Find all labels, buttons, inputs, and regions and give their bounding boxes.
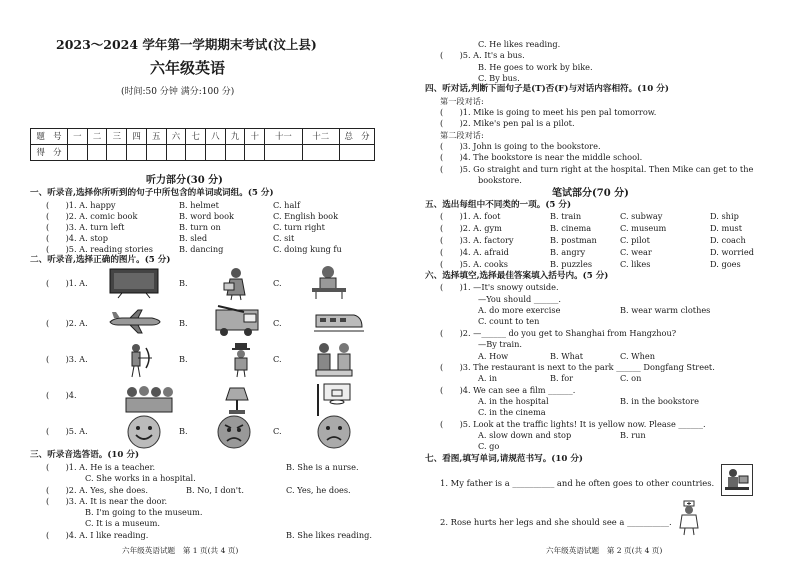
score-input-cell[interactable] [68,145,88,161]
score-cell: 七 [186,129,206,145]
option: B. No, I don't. [186,485,244,495]
judgement-line: ( )5. Go straight and turn right at the hospital. Then Mike can get to the [440,164,754,174]
option: C. half [273,200,300,210]
judgement-line: ( )4. The bookstore is near the middle school. [440,152,643,162]
question-line: —By train. [478,339,523,349]
score-table-header-row [31,129,375,145]
exam-time: (时间:50 分钟 满分:100 分) [121,87,235,97]
option: B. She likes reading. [286,530,373,540]
option-label: C. [273,318,282,328]
exam-title: 2023～2024 学年第一学期期末考试(汶上县) [56,37,317,52]
score-cell: 八 [206,129,226,145]
question-number: ( )1. A. [46,278,88,288]
score-cell: 九 [225,129,245,145]
question-line: ( )1. A. He is a teacher. [46,462,156,472]
question-number: ( )3. A. turn left [46,222,125,232]
section-5-title: 五、选出每组中不同类的一项。(5 分) [425,200,572,210]
option: B. helmet [179,200,219,210]
blackboard-picture[interactable] [108,267,160,299]
option: B. dancing [179,244,224,254]
option: C. She works in a hospital. [85,473,196,483]
question-line: ( )2. —______ do you get to Shanghai from Hangzhou? [440,328,677,338]
archery-picture[interactable] [124,342,154,378]
option: A. do more exercise [478,305,561,315]
fill-in-line: 2. Rose hurts her legs and she should see a __________. [440,517,672,527]
score-cell: 十 [245,129,265,145]
question-number: ( )1. A. happy [46,200,116,210]
question-line: ( )4. We can see a film ______. [440,385,576,395]
score-cell: 一 [68,129,88,145]
score-input-cell[interactable] [186,145,206,161]
option: C. When [620,351,655,361]
section-7-title: 七、看图,填写单词,请规范书写。(10 分) [425,454,583,464]
score-cell: 三 [107,129,127,145]
option: A. How [478,351,509,361]
option: B. wear warm clothes [620,305,711,315]
score-cell: 二 [87,129,107,145]
written-section-title: 笔试部分(70 分) [552,188,629,199]
option: C. count to ten [478,316,540,326]
basketball-hoop-picture[interactable] [314,382,356,416]
score-input-cell[interactable] [206,145,226,161]
option: A. in [478,373,498,383]
doctor-picture [676,500,702,536]
question-line: ( )5. Look at the traffic lights! It is yellow now. Please ______. [440,419,706,429]
group-of-children-picture[interactable] [124,384,174,414]
question-line: ( )2. A. Yes, she does. [46,485,148,495]
option: B. for [550,373,574,383]
option: C. doing kung fu [273,244,342,254]
score-cell: 四 [127,129,147,145]
option: B. puzzles [550,259,593,269]
judgement-line: ( )2. Mike's pen pal is a pilot. [440,118,575,128]
score-input-cell[interactable] [127,145,147,161]
fire-truck-picture[interactable] [214,300,260,338]
option: B. word book [179,211,234,221]
train-picture[interactable] [314,307,364,335]
option: D. worried [710,247,754,257]
score-input-cell[interactable] [87,145,107,161]
question-number: ( )5. A. reading stories [46,244,153,254]
question-number: ( )2. A. comic book [46,211,138,221]
score-cell: 十二 [302,129,339,145]
option: B. run [620,430,646,440]
option: C. turn right [273,222,325,232]
score-cell: 得 分 [31,145,68,161]
option: C. pilot [620,235,650,245]
option: C. likes [620,259,651,269]
option: B. What [550,351,584,361]
businessman-picture [721,464,753,496]
section-6-title: 六、选择填空,选择最佳答案填入括号内。(5 分) [425,271,609,281]
page-2-column [422,0,772,561]
boy-at-desk-picture[interactable] [310,264,348,300]
section-3-title: 三、听录音选答语。(10 分) [30,450,140,460]
question-line: ( )3. A. It is near the door. [46,496,168,506]
score-table [30,128,375,161]
option: B. in the bookstore [620,396,699,406]
page-footer: 六年级英语试题 第 2 页(共 4 页) [546,546,663,555]
section-4-title: 四、听对话,判断下面句子是(T)否(F)与对话内容相符。(10 分) [425,84,669,94]
option: C. subway [620,211,663,221]
girl-reading-picture[interactable] [218,265,254,301]
score-cell: 总 分 [340,129,375,145]
score-input-cell[interactable] [225,145,245,161]
option: C. He likes reading. [478,39,561,49]
sad-face-icon[interactable] [316,414,352,450]
judgement-line-continued: bookstore. [478,175,522,185]
option: B. He goes to work by bike. [478,62,593,72]
score-cell: 五 [146,129,166,145]
option: B. I'm going to the museum. [85,507,203,517]
score-input-cell[interactable] [166,145,186,161]
question-line: —You should ______. [478,294,561,304]
dialogue-group-label: 第二段对话: [440,130,484,140]
question-number: ( )2. A. gym [440,223,502,233]
option-label: B. [179,278,188,288]
option: A. slow down and stop [478,430,572,440]
option: B. sled [179,233,208,243]
question-line: ( )5. A. It's a bus. [440,50,525,60]
question-number: ( )3. A. factory [440,235,514,245]
question-number: ( )4. A. stop [46,233,108,243]
option: C. on [620,373,642,383]
option-label: C. [273,354,282,364]
lamp-picture[interactable] [222,384,252,416]
question-number: ( )5. A. [46,426,88,436]
option: C. wear [620,247,652,257]
option: B. turn on [179,222,221,232]
option: C. English book [273,211,339,221]
option: C. By bus. [478,73,520,83]
page-1-column [28,0,378,561]
option-label: B. [179,354,188,364]
option: D. must [710,223,743,233]
score-cell: 题 号 [31,129,68,145]
option: C. Yes, he does. [286,485,351,495]
judgement-line: ( )1. Mike is going to meet his pen pal tomorrow. [440,107,657,117]
option: C. in the cinema [478,407,546,417]
question-number: ( )3. A. [46,354,88,364]
score-input-cell[interactable] [245,145,265,161]
man-in-hat-picture[interactable] [226,342,256,378]
option: D. goes [710,259,741,269]
score-input-cell[interactable] [265,145,302,161]
option: B. train [550,211,582,221]
option: D. coach [710,235,746,245]
question-line: ( )3. The restaurant is next to the park ______ Dongfang Street. [440,362,715,372]
option: C. go [478,441,500,451]
question-number: ( )2. A. [46,318,88,328]
question-number: ( )1. A. foot [440,211,501,221]
option: B. cinema [550,223,592,233]
question-number: ( )4. [46,390,77,400]
two-people-picture[interactable] [312,340,356,378]
airplane-picture[interactable] [108,308,162,334]
question-line: ( )1. —It's snowy outside. [440,282,559,292]
happy-face-icon[interactable] [126,414,162,450]
option: D. ship [710,211,739,221]
score-input-cell[interactable] [146,145,166,161]
dialogue-group-label: 第一段对话: [440,96,484,106]
judgement-line: ( )3. John is going to the bookstore. [440,141,601,151]
option-label: B. [179,318,188,328]
page-footer: 六年级英语试题 第 1 页(共 4 页) [122,546,239,555]
option: C. It is a museum. [85,518,160,528]
score-table-score-row [31,145,375,161]
angry-face-icon[interactable] [216,414,252,450]
option: C. museum [620,223,667,233]
score-input-cell[interactable] [340,145,375,161]
score-input-cell[interactable] [107,145,127,161]
question-number: ( )4. A. afraid [440,247,509,257]
option-label: B. [179,426,188,436]
option-label: C. [273,278,282,288]
section-2-title: 二、听录音,选择正确的图片。(5 分) [30,255,171,265]
section-1-title: 一、听录音,选择你所听到的句子中所包含的单词或词组。(5 分) [30,188,274,198]
option: A. in the hospital [478,396,549,406]
fill-in-line: 1. My father is a __________ and he often goes to other countries. [440,478,715,488]
score-input-cell[interactable] [302,145,339,161]
question-line: ( )4. A. I like reading. [46,530,149,540]
question-number: ( )5. A. cooks [440,259,508,269]
option: C. sit [273,233,295,243]
option-label: C. [273,426,282,436]
score-cell: 六 [166,129,186,145]
option: B. angry [550,247,586,257]
score-cell: 十一 [265,129,302,145]
option: B. She is a nurse. [286,462,359,472]
listening-section-title: 听力部分(30 分) [146,175,223,186]
option: B. postman [550,235,597,245]
grade-title: 六年级英语 [150,59,226,77]
